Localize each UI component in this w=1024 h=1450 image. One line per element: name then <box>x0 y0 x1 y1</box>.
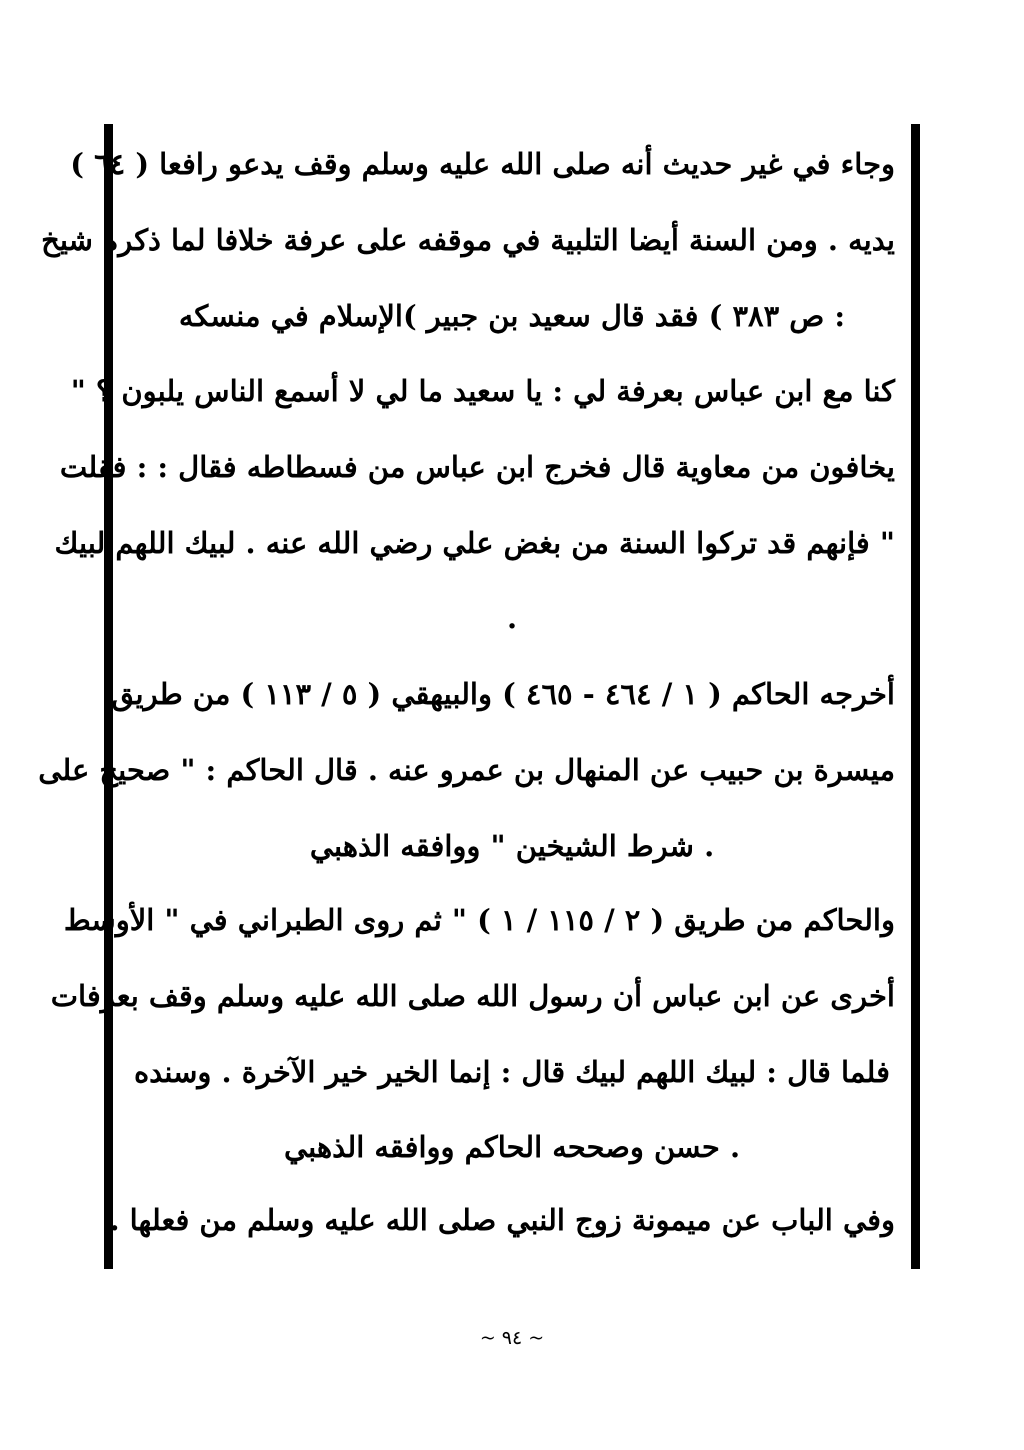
text-line-11: والحاكم من طريق ( ٢ / ١١٥ / ١ ) " ثم روى الطبراني في " الأوسط <box>63 903 895 937</box>
text-line-15: وفي الباب عن ميمونة زوج النبي صلى الله عليه وسلم من فعلها . <box>109 1203 895 1237</box>
text-line-9: ميسرة بن حبيب عن المنهال بن عمرو عنه . قال الحاكم : " صحيح على <box>38 753 895 787</box>
text-line-1: وجاء في غير حديث أنه صلى الله عليه وسلم وقف يدعو رافعا ( ٦٤ ) <box>70 147 895 181</box>
page-number: ~ ٩٤ ~ <box>479 1327 545 1349</box>
text-line-5: يخافون من معاوية قال فخرج ابن عباس من فسطاطه فقال : : فقلت <box>59 450 895 484</box>
text-line-2: يديه . ومن السنة أيضا التلبية في موقفه على عرفة خلافا لما ذكره شيخ <box>41 223 895 257</box>
text-line-14: . حسن وصححه الحاكم ووافقه الذهبي <box>283 1130 741 1164</box>
main-text-block <box>38 124 911 1269</box>
text-line-3: : ص ٣٨٣ ) فقد قال سعيد بن جبير )الإسلام في منسكه <box>178 299 846 333</box>
text-line-4: كنا مع ابن عباس بعرفة لي : يا سعيد ما لي لا أسمع الناس يلبون ؟ " <box>70 374 895 408</box>
right-border-bar <box>911 124 920 1269</box>
text-line-7: . <box>506 601 518 635</box>
text-line-12: أخرى عن ابن عباس أن رسول الله صلى الله عليه وسلم وقف بعرفات <box>50 979 895 1013</box>
text-line-6: " فإنهم قد تركوا السنة من بغض علي رضي الله عنه . لبيك اللهم لبيك <box>54 526 895 560</box>
text-line-13: فلما قال : لبيك اللهم لبيك قال : إنما الخير خير الآخرة . وسنده <box>133 1055 891 1089</box>
text-line-8: أخرجه الحاكم ( ١ / ٤٦٤ - ٤٦٥ ) والبيهقي ( ٥ / ١١٣ ) من طريق <box>111 677 895 711</box>
page-frame <box>38 124 920 1269</box>
text-line-10: . شرط الشيخين " ووافقه الذهبي <box>309 829 715 863</box>
